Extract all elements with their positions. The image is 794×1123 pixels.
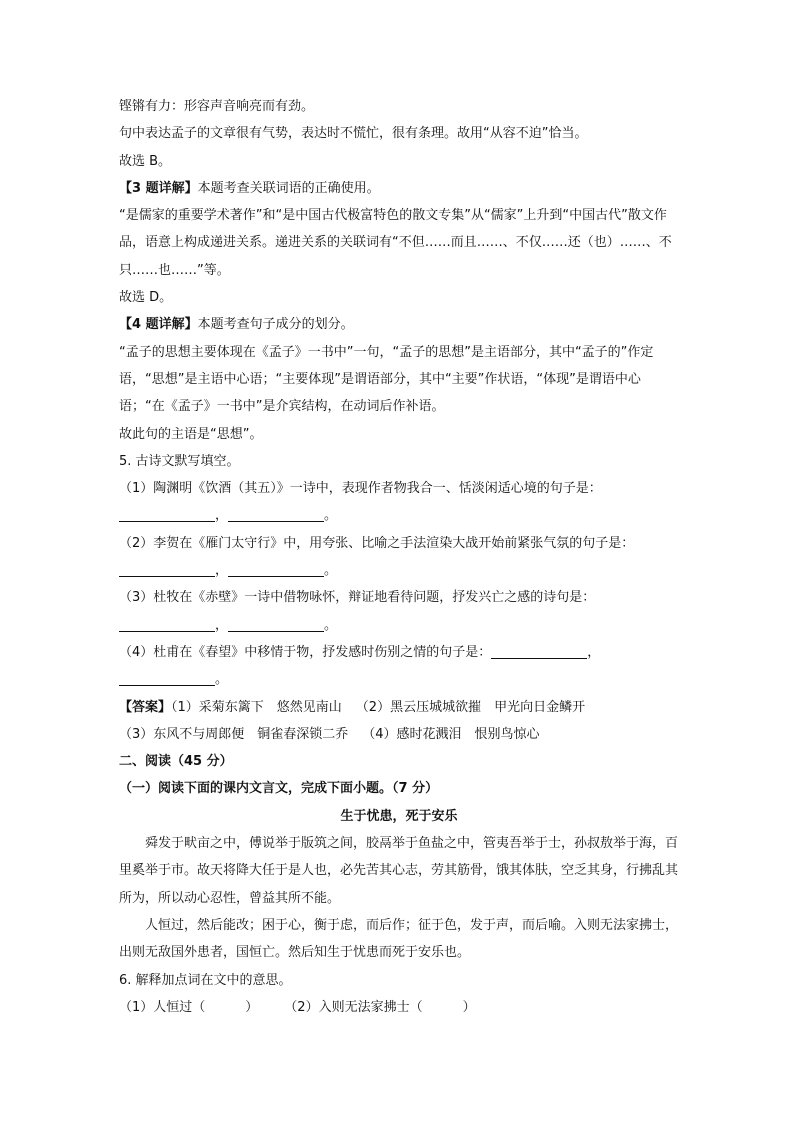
question-title: 5. 古诗文默写填空。 xyxy=(119,453,240,469)
subsection-heading: （一）阅读下面的课内文言文，完成下面小题。（7 分） xyxy=(119,781,439,797)
question-item: （1）陶渊明《饮酒（其五）》一诗中，表现作者物我合一、恬淡闲适心境的句子是： xyxy=(119,481,602,497)
document-page xyxy=(119,93,679,1021)
question-item: （4）杜甫在《春望》中移情于物，抒发感时伤别之情的句子是： ， xyxy=(119,644,601,660)
answer-blank[interactable] xyxy=(119,617,215,632)
question-item: （1）人恒过（ ） （2）入则无法家拂士（ ） xyxy=(119,999,476,1015)
paragraph: 句中表达孟子的文章很有气势，表达时不慌忙，很有条理。故用“从容不迫”恰当。 xyxy=(119,126,588,142)
passage-title: 生于忧患，死于安乐 xyxy=(340,808,458,824)
section-text: 本题考查句子成分的划分。 xyxy=(197,317,354,333)
answer-tag: 【答案】 xyxy=(119,699,172,715)
answer-blanks: ， 。 xyxy=(119,502,679,529)
answer-blank[interactable] xyxy=(228,617,324,632)
answer-blank[interactable] xyxy=(491,644,587,659)
question-title: 6. 解释加点词在文中的意思。 xyxy=(119,972,292,988)
answer-blank[interactable] xyxy=(119,562,215,577)
answer-line: 【答案】（1）采菊东篱下 悠然见南山 （2）黑云压城城欲摧 甲光向日金鳞开 xyxy=(119,699,586,715)
answer-blanks: ， 。 xyxy=(119,557,679,584)
answer-blank[interactable] xyxy=(228,562,324,577)
section-tag: 【3 题详解】 xyxy=(119,180,198,196)
paragraph: “是儒家的重要学术著作”和“是中国古代极富特色的散文专集”从“儒家”上升到“中国古代”散文作品，语意上构成递进关系。递进关系的关联词有“不但……而且……、不仅……还（也）……、不只……也……”等。 xyxy=(119,208,672,278)
paragraph xyxy=(119,311,679,338)
answer-blanks: ， 。 xyxy=(119,612,679,639)
passage-paragraph: 人恒过，然后能改；困于心，衡于虑，而后作；征于色，发于声，而后喻。入则无法家拂士，出则无敌国外患者，国恒亡。然后知生于忧患而死于安乐也。 xyxy=(119,917,679,961)
paragraph: 故选 B。 xyxy=(119,153,172,169)
answer-blanks: 。 xyxy=(119,666,679,693)
paragraph: 铿锵有力：形容声音响亮而有劲。 xyxy=(119,99,315,114)
answer-blank[interactable] xyxy=(119,671,215,686)
passage-paragraph: 舜发于畎亩之中，傅说举于版筑之间，胶鬲举于鱼盐之中，管夷吾举于士，孙叔敖举于海，百里奚举于市。故天将降大任于是人也，必先苦其心志，劳其筋骨，饿其体肤，空乏其身，行拂乱其所为，所以动心忍性，曾益其所不能。 xyxy=(119,836,679,906)
answer-line: （3）东风不与周郎便 铜雀春深锁二乔 （4）感时花溅泪 恨别鸟惊心 xyxy=(119,726,540,742)
section-text: 本题考查关联词语的正确使用。 xyxy=(197,180,380,196)
answer-blank[interactable] xyxy=(228,507,324,522)
paragraph: 故选 D。 xyxy=(119,290,173,306)
section-heading: 二、阅读（45 分） xyxy=(119,754,233,770)
question-item: （2）李贺在《雁门太守行》中，用夸张、比喻之手法渲染大战开始前紧张气氛的句子是： xyxy=(119,535,635,551)
paragraph: 故此句的主语是“思想”。 xyxy=(119,426,263,442)
paragraph: “孟子的思想主要体现在《孟子》一书中”一句，“孟子的思想”是主语部分，其中“孟子的”作定语，“思想”是主语中心语；“主要体现”是谓语部分，其中“主要”作状语，“体现”是谓语中心语；“在《孟子》一书中”是介宾结构，在动词后作补语。 xyxy=(119,344,654,415)
section-tag: 【4 题详解】 xyxy=(119,317,198,333)
question-item: （3）杜牧在《赤壁》一诗中借物咏怀，辩证地看待问题，抒发兴亡之感的诗句是： xyxy=(119,590,596,606)
paragraph xyxy=(119,175,679,202)
answer-blank[interactable] xyxy=(119,507,215,522)
